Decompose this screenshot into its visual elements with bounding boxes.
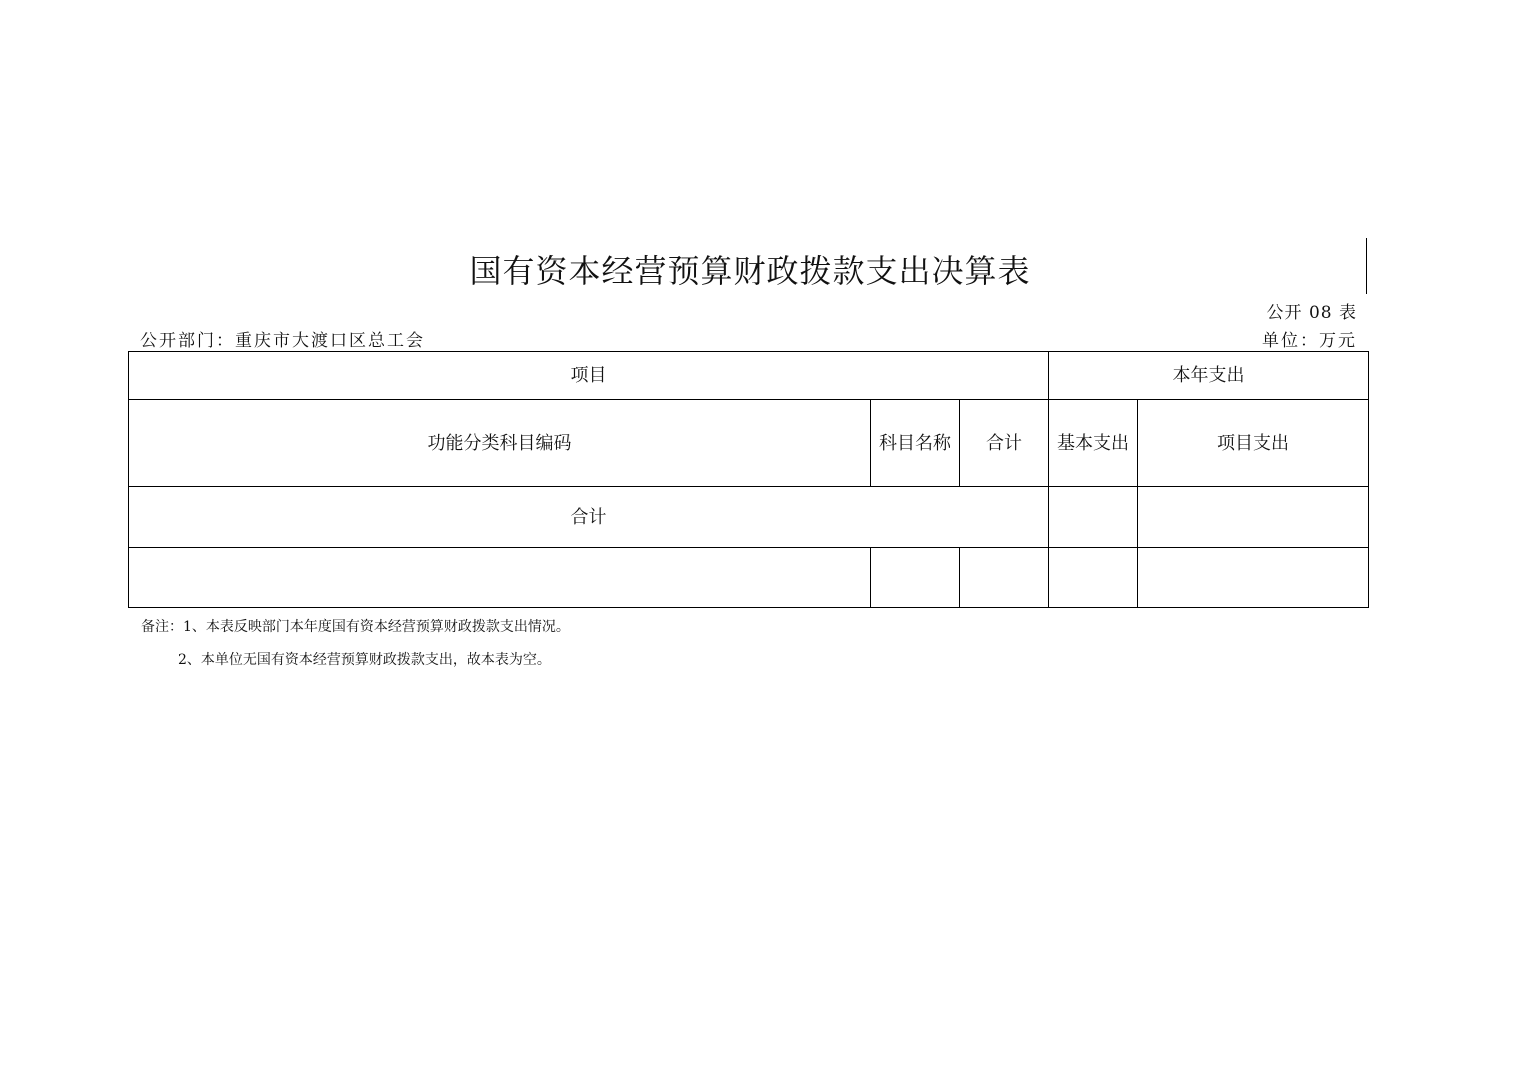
header-function-code: 功能分类科目编码 [129,400,871,487]
total-row-project-expense [1138,487,1369,548]
header-basic-expense: 基本支出 [1049,400,1138,487]
form-number: 公开 08 表 [1266,303,1357,323]
header-project: 项目 [129,352,1049,400]
table-row [129,548,1369,608]
row-project-expense [1138,548,1369,608]
total-row [129,487,1369,548]
header-row-1 [129,352,1369,400]
expense-table [128,351,1369,608]
department-label: 公开部门：重庆市大渡口区总工会 [140,331,425,351]
row-subject-name [871,548,960,608]
document-title: 国有资本经营预算财政拨款支出决算表 [469,252,1031,290]
total-row-basic-expense [1049,487,1138,548]
footnote-1: 备注：1、本表反映部门本年度国有资本经营预算财政拨款支出情况。 [141,619,570,635]
row-total [960,548,1049,608]
header-current-year-expense: 本年支出 [1049,352,1369,400]
header-project-expense: 项目支出 [1138,400,1369,487]
header-total: 合计 [960,400,1049,487]
header-row-2 [129,400,1369,487]
total-row-label: 合计 [129,487,1049,548]
page-edge-divider [1366,238,1367,294]
unit-label: 单位：万元 [1262,331,1357,351]
row-basic-expense [1049,548,1138,608]
row-function-code [129,548,871,608]
footnote-2: 2、本单位无国有资本经营预算财政拨款支出，故本表为空。 [178,652,551,668]
header-subject-name: 科目名称 [871,400,960,487]
